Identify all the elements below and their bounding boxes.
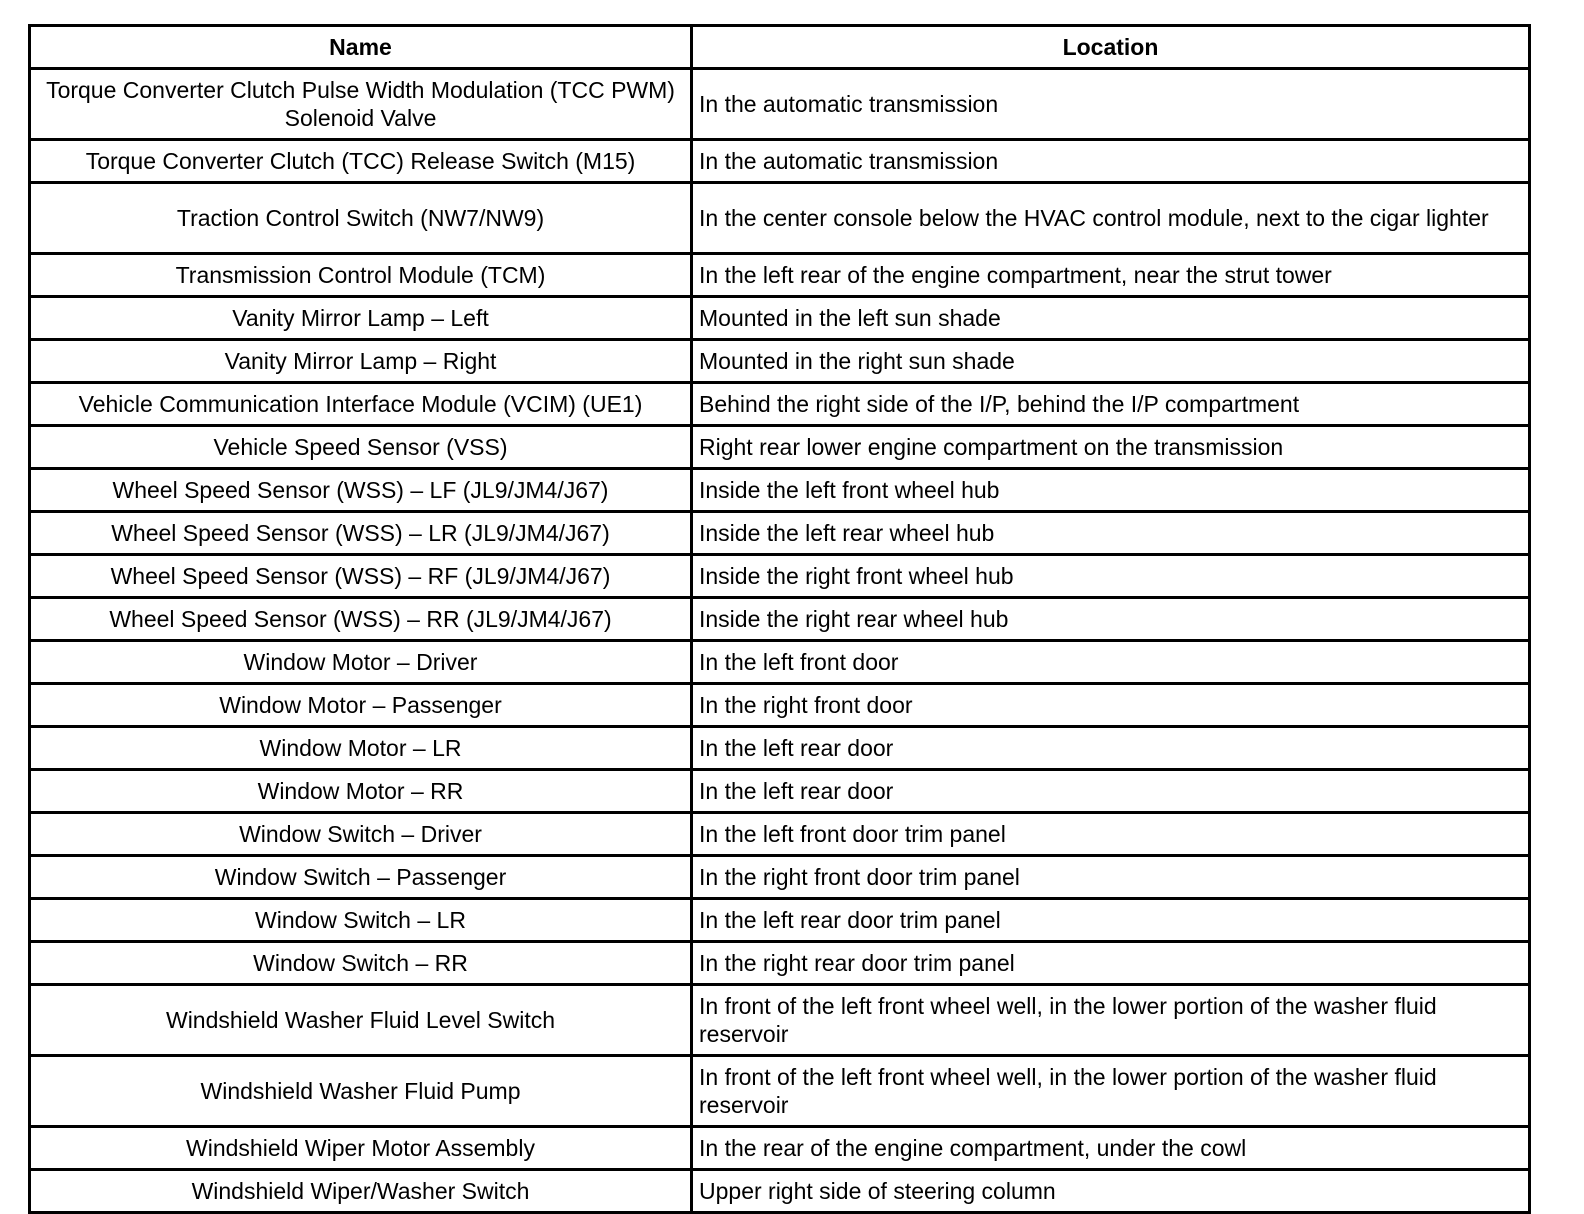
table-row <box>30 426 1530 469</box>
component-location-cell: Mounted in the right sun shade <box>692 340 1530 383</box>
component-name-cell: Window Motor – RR <box>30 770 692 813</box>
table-header-row <box>30 26 1530 69</box>
table-row <box>30 942 1530 985</box>
component-location-cell: Inside the right rear wheel hub <box>692 598 1530 641</box>
column-header-location: Location <box>692 26 1530 69</box>
component-location-cell: Inside the left front wheel hub <box>692 469 1530 512</box>
component-location-table-container <box>28 24 1528 1214</box>
table-row <box>30 985 1530 1056</box>
component-location-cell: In front of the left front wheel well, in the lower portion of the washer fluid reservoir <box>692 1056 1530 1127</box>
component-location-cell: In the right front door <box>692 684 1530 727</box>
component-name-cell: Windshield Washer Fluid Pump <box>30 1056 692 1127</box>
component-location-table <box>28 24 1531 1214</box>
component-location-cell: In the left front door trim panel <box>692 813 1530 856</box>
component-name-cell: Windshield Wiper Motor Assembly <box>30 1127 692 1170</box>
component-name-cell: Vehicle Speed Sensor (VSS) <box>30 426 692 469</box>
component-name-cell: Wheel Speed Sensor (WSS) – LR (JL9/JM4/J67) <box>30 512 692 555</box>
table-row <box>30 512 1530 555</box>
component-location-cell: In the automatic transmission <box>692 69 1530 140</box>
component-name-cell: Vanity Mirror Lamp – Left <box>30 297 692 340</box>
table-row <box>30 340 1530 383</box>
table-row <box>30 297 1530 340</box>
table-row <box>30 469 1530 512</box>
table-row <box>30 770 1530 813</box>
component-location-cell: In the left rear door <box>692 770 1530 813</box>
table-row <box>30 140 1530 183</box>
component-location-cell: Right rear lower engine compartment on the transmission <box>692 426 1530 469</box>
table-row <box>30 254 1530 297</box>
table-row <box>30 598 1530 641</box>
column-header-name: Name <box>30 26 692 69</box>
component-name-cell: Window Switch – LR <box>30 899 692 942</box>
component-location-cell: In the right rear door trim panel <box>692 942 1530 985</box>
component-location-cell: In the left rear of the engine compartment, near the strut tower <box>692 254 1530 297</box>
component-location-cell: Behind the right side of the I/P, behind the I/P compartment <box>692 383 1530 426</box>
component-name-cell: Vehicle Communication Interface Module (VCIM) (UE1) <box>30 383 692 426</box>
table-row <box>30 383 1530 426</box>
component-name-cell: Window Switch – Passenger <box>30 856 692 899</box>
component-name-cell: Window Motor – Driver <box>30 641 692 684</box>
component-name-cell: Wheel Speed Sensor (WSS) – RR (JL9/JM4/J67) <box>30 598 692 641</box>
table-row <box>30 813 1530 856</box>
component-location-cell: In the automatic transmission <box>692 140 1530 183</box>
component-name-cell: Vanity Mirror Lamp – Right <box>30 340 692 383</box>
component-name-cell: Window Motor – Passenger <box>30 684 692 727</box>
component-location-cell: In the center console below the HVAC control module, next to the cigar lighter <box>692 183 1530 254</box>
table-row <box>30 1170 1530 1213</box>
component-location-cell: Inside the right front wheel hub <box>692 555 1530 598</box>
table-row <box>30 641 1530 684</box>
component-location-cell: Inside the left rear wheel hub <box>692 512 1530 555</box>
component-name-cell: Window Switch – Driver <box>30 813 692 856</box>
component-name-cell: Window Motor – LR <box>30 727 692 770</box>
component-name-cell: Window Switch – RR <box>30 942 692 985</box>
table-row <box>30 1056 1530 1127</box>
table-row <box>30 727 1530 770</box>
component-location-cell: In the rear of the engine compartment, under the cowl <box>692 1127 1530 1170</box>
component-name-cell: Traction Control Switch (NW7/NW9) <box>30 183 692 254</box>
component-name-cell: Torque Converter Clutch (TCC) Release Switch (M15) <box>30 140 692 183</box>
table-row <box>30 1127 1530 1170</box>
component-name-cell: Wheel Speed Sensor (WSS) – LF (JL9/JM4/J67) <box>30 469 692 512</box>
component-location-cell: In the left rear door trim panel <box>692 899 1530 942</box>
table-row <box>30 183 1530 254</box>
table-row <box>30 69 1530 140</box>
table-row <box>30 856 1530 899</box>
component-location-cell: In front of the left front wheel well, in the lower portion of the washer fluid reservoir <box>692 985 1530 1056</box>
table-row <box>30 555 1530 598</box>
component-location-cell: In the left rear door <box>692 727 1530 770</box>
component-location-cell: In the left front door <box>692 641 1530 684</box>
component-name-cell: Wheel Speed Sensor (WSS) – RF (JL9/JM4/J67) <box>30 555 692 598</box>
table-row <box>30 899 1530 942</box>
component-name-cell: Transmission Control Module (TCM) <box>30 254 692 297</box>
component-name-cell: Torque Converter Clutch Pulse Width Modulation (TCC PWM) Solenoid Valve <box>30 69 692 140</box>
component-name-cell: Windshield Wiper/Washer Switch <box>30 1170 692 1213</box>
component-location-cell: Mounted in the left sun shade <box>692 297 1530 340</box>
component-location-cell: In the right front door trim panel <box>692 856 1530 899</box>
component-location-cell: Upper right side of steering column <box>692 1170 1530 1213</box>
table-row <box>30 684 1530 727</box>
component-name-cell: Windshield Washer Fluid Level Switch <box>30 985 692 1056</box>
